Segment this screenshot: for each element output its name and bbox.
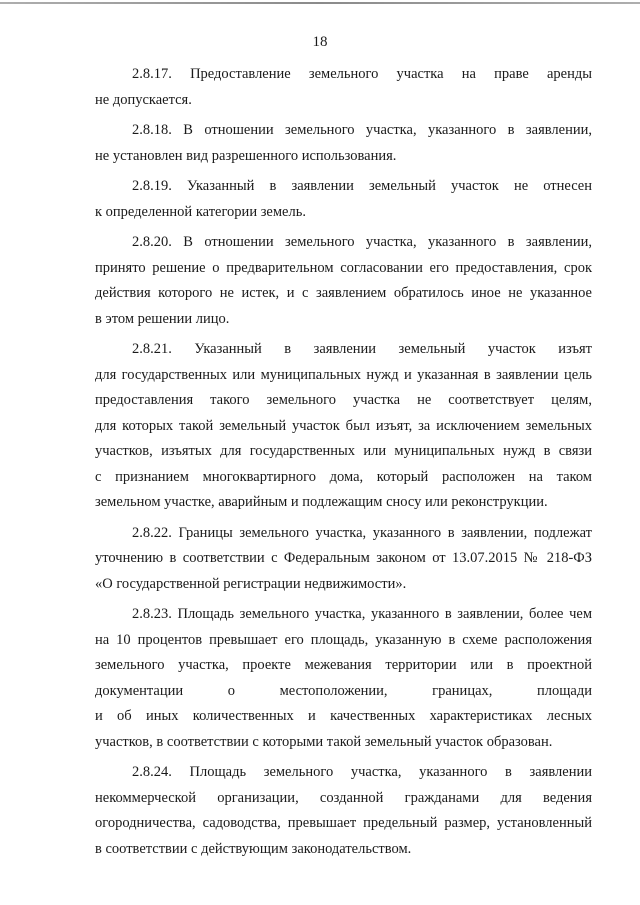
text-line: 2.8.18. В отношении земельного участка, указанного в заявлении, [132, 122, 592, 138]
text-line: земельного участка, проекте межевания территории или в проектной [95, 657, 592, 673]
text-line: участков, в соответствии с которыми такой земельный участок образован. [95, 733, 553, 750]
text-line: уточнению в соответствии с Федеральным законом от 13.07.2015 № 218-ФЗ [95, 550, 592, 566]
text-line: в соответствии с действующим законодательством. [95, 840, 412, 857]
paragraph-2-8-17 [95, 62, 592, 113]
text-line: на 10 процентов превышает его площадь, указанную в схеме расположения [95, 631, 592, 648]
text-line: действия которого не истек, и с заявлением обратилось иное не указанное [95, 285, 592, 301]
text-line: для государственных или муниципальных нужд и указанная в заявлении цель [95, 366, 592, 383]
paragraph-2-8-23 [95, 602, 592, 755]
paragraph-2-8-18 [95, 118, 592, 169]
text-line: с признанием многоквартирного дома, который расположен на таком [95, 468, 592, 485]
text-line: в этом решении лицо. [95, 310, 230, 327]
paragraph-2-8-20 [95, 230, 592, 332]
document-body [95, 62, 592, 867]
scan-top-edge [0, 2, 640, 4]
text-line: некоммерческой организации, созданной гражданами для ведения [95, 789, 592, 806]
paragraph-2-8-24 [95, 760, 592, 862]
text-line: не допускается. [95, 91, 192, 108]
text-line: огородничества, садоводства, превышает предельный размер, установленный [95, 815, 592, 831]
paragraph-2-8-22 [95, 521, 592, 598]
page-number: 18 [312, 34, 328, 50]
text-line: 2.8.23. Площадь земельного участка, указанного в заявлении, более чем [132, 606, 592, 622]
text-line: к определенной категории земель. [95, 203, 306, 220]
text-line: 2.8.24. Площадь земельного участка, указанного в заявлении [132, 764, 592, 780]
text-line: для которых такой земельный участок был изъят, за исключением земельных [95, 417, 592, 434]
text-line: 2.8.22. Границы земельного участка, указанного в заявлении, подлежат [132, 524, 592, 541]
text-line: 2.8.19. Указанный в заявлении земельный участок не отнесен [132, 178, 592, 194]
text-line: предоставления такого земельного участка не соответствует целям, [95, 392, 592, 408]
text-line: и об иных количественных и качественных характеристиках лесных [95, 708, 592, 724]
paragraph-2-8-21 [95, 337, 592, 516]
text-line: земельном участке, аварийным и подлежащим сносу или реконструкции. [95, 494, 548, 510]
text-line: принято решение о предварительном согласовании его предоставления, срок [95, 259, 592, 276]
text-line: «О государственной регистрации недвижимости». [95, 575, 407, 592]
text-line: участков, изъятых для государственных или муниципальных нужд в связи [95, 443, 592, 459]
paragraph-2-8-19 [95, 174, 592, 225]
text-line: 2.8.20. В отношении земельного участка, указанного в заявлении, [132, 234, 592, 250]
text-line: не установлен вид разрешенного использования. [95, 147, 397, 164]
text-line: документации о местоположении, границах, площади [95, 682, 592, 699]
text-line: 2.8.21. Указанный в заявлении земельный участок изъят [132, 341, 592, 357]
text-line: 2.8.17. Предоставление земельного участка на праве аренды [132, 66, 592, 82]
